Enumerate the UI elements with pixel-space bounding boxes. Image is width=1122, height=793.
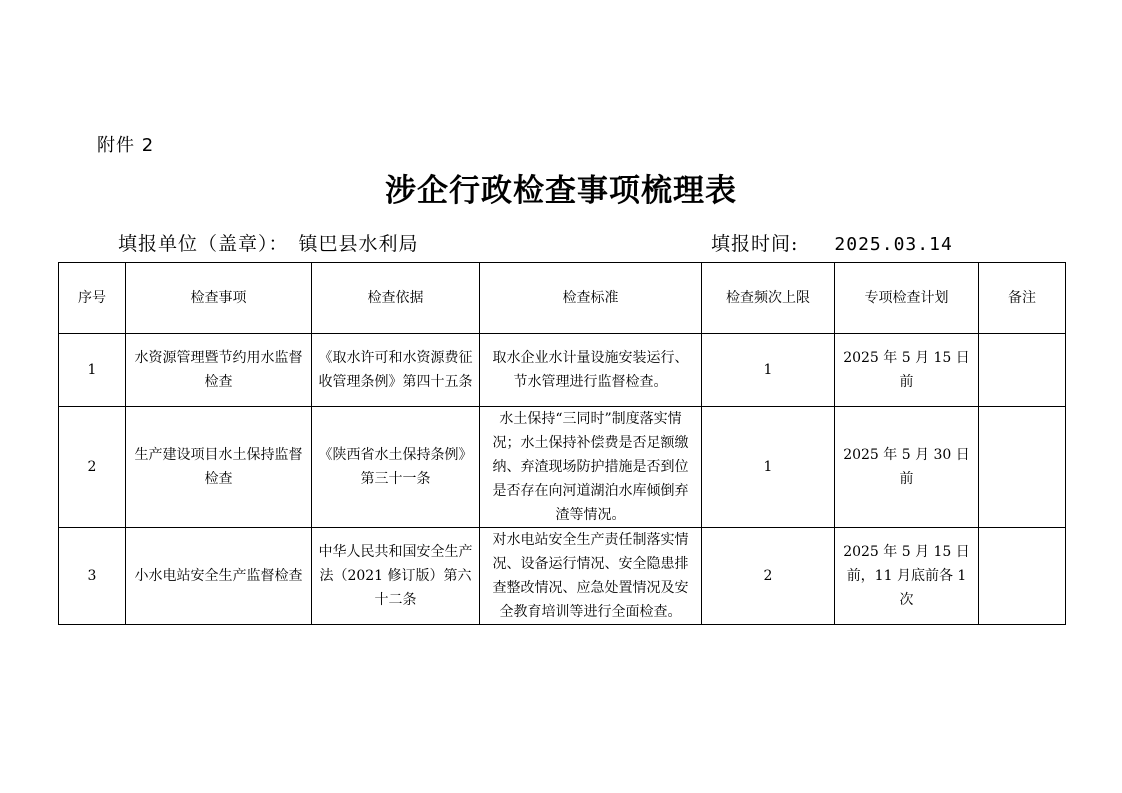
document-title: 涉企行政检查事项梳理表 xyxy=(385,173,737,209)
cell-standard: 水土保持“三同时”制度落实情况；水土保持补偿费是否足额缴纳、弃渣现场防护措施是否到位是否存在向河道湖泊水库倾倒弃渣等情况。 xyxy=(480,407,702,528)
cell-standard: 对水电站安全生产责任制落实情况、设备运行情况、安全隐患排查整改情况、应急处置情况及安全教育培训等进行全面检查。 xyxy=(480,528,702,625)
table-row xyxy=(59,528,1066,625)
cell-plan: 2025 年 5 月 30 日前 xyxy=(835,407,979,528)
inspection-table xyxy=(58,262,1066,625)
fill-date-label: 填报时间: xyxy=(711,233,799,255)
cell-remark xyxy=(979,334,1066,407)
fill-unit-value: 镇巴县水利局 xyxy=(298,233,419,255)
header-remark: 备注 xyxy=(979,263,1066,334)
cell-frequency: 1 xyxy=(702,334,835,407)
cell-remark xyxy=(979,407,1066,528)
cell-seq: 2 xyxy=(59,407,126,528)
cell-frequency: 1 xyxy=(702,407,835,528)
fill-date-value: 2025.03.14 xyxy=(834,234,953,255)
cell-item: 生产建设项目水土保持监督检查 xyxy=(126,407,312,528)
header-seq: 序号 xyxy=(59,263,126,334)
cell-plan: 2025 年 5 月 15 日前 xyxy=(835,334,979,407)
header-frequency: 检查频次上限 xyxy=(702,263,835,334)
table-row xyxy=(59,334,1066,407)
fill-unit-label: 填报单位（盖章）： xyxy=(118,233,289,255)
header-plan: 专项检查计划 xyxy=(835,263,979,334)
cell-item: 小水电站安全生产监督检查 xyxy=(126,528,312,625)
header-standard: 检查标准 xyxy=(480,263,702,334)
table-header-row xyxy=(59,263,1066,334)
cell-remark xyxy=(979,528,1066,625)
cell-basis: 中华人民共和国安全生产法（2021 修订版）第六十二条 xyxy=(312,528,480,625)
cell-item: 水资源管理暨节约用水监督检查 xyxy=(126,334,312,407)
cell-seq: 1 xyxy=(59,334,126,407)
table-row xyxy=(59,407,1066,528)
cell-plan: 2025 年 5 月 15 日前，11 月底前各 1 次 xyxy=(835,528,979,625)
attachment-label: 附件 2 xyxy=(97,135,155,156)
cell-basis: 《取水许可和水资源费征收管理条例》第四十五条 xyxy=(312,334,480,407)
fill-unit xyxy=(118,229,419,256)
fill-date xyxy=(711,229,953,256)
cell-standard: 取水企业水计量设施安装运行、节水管理进行监督检查。 xyxy=(480,334,702,407)
cell-basis: 《陕西省水土保持条例》第三十一条 xyxy=(312,407,480,528)
cell-seq: 3 xyxy=(59,528,126,625)
header-item: 检查事项 xyxy=(126,263,312,334)
cell-frequency: 2 xyxy=(702,528,835,625)
header-basis: 检查依据 xyxy=(312,263,480,334)
